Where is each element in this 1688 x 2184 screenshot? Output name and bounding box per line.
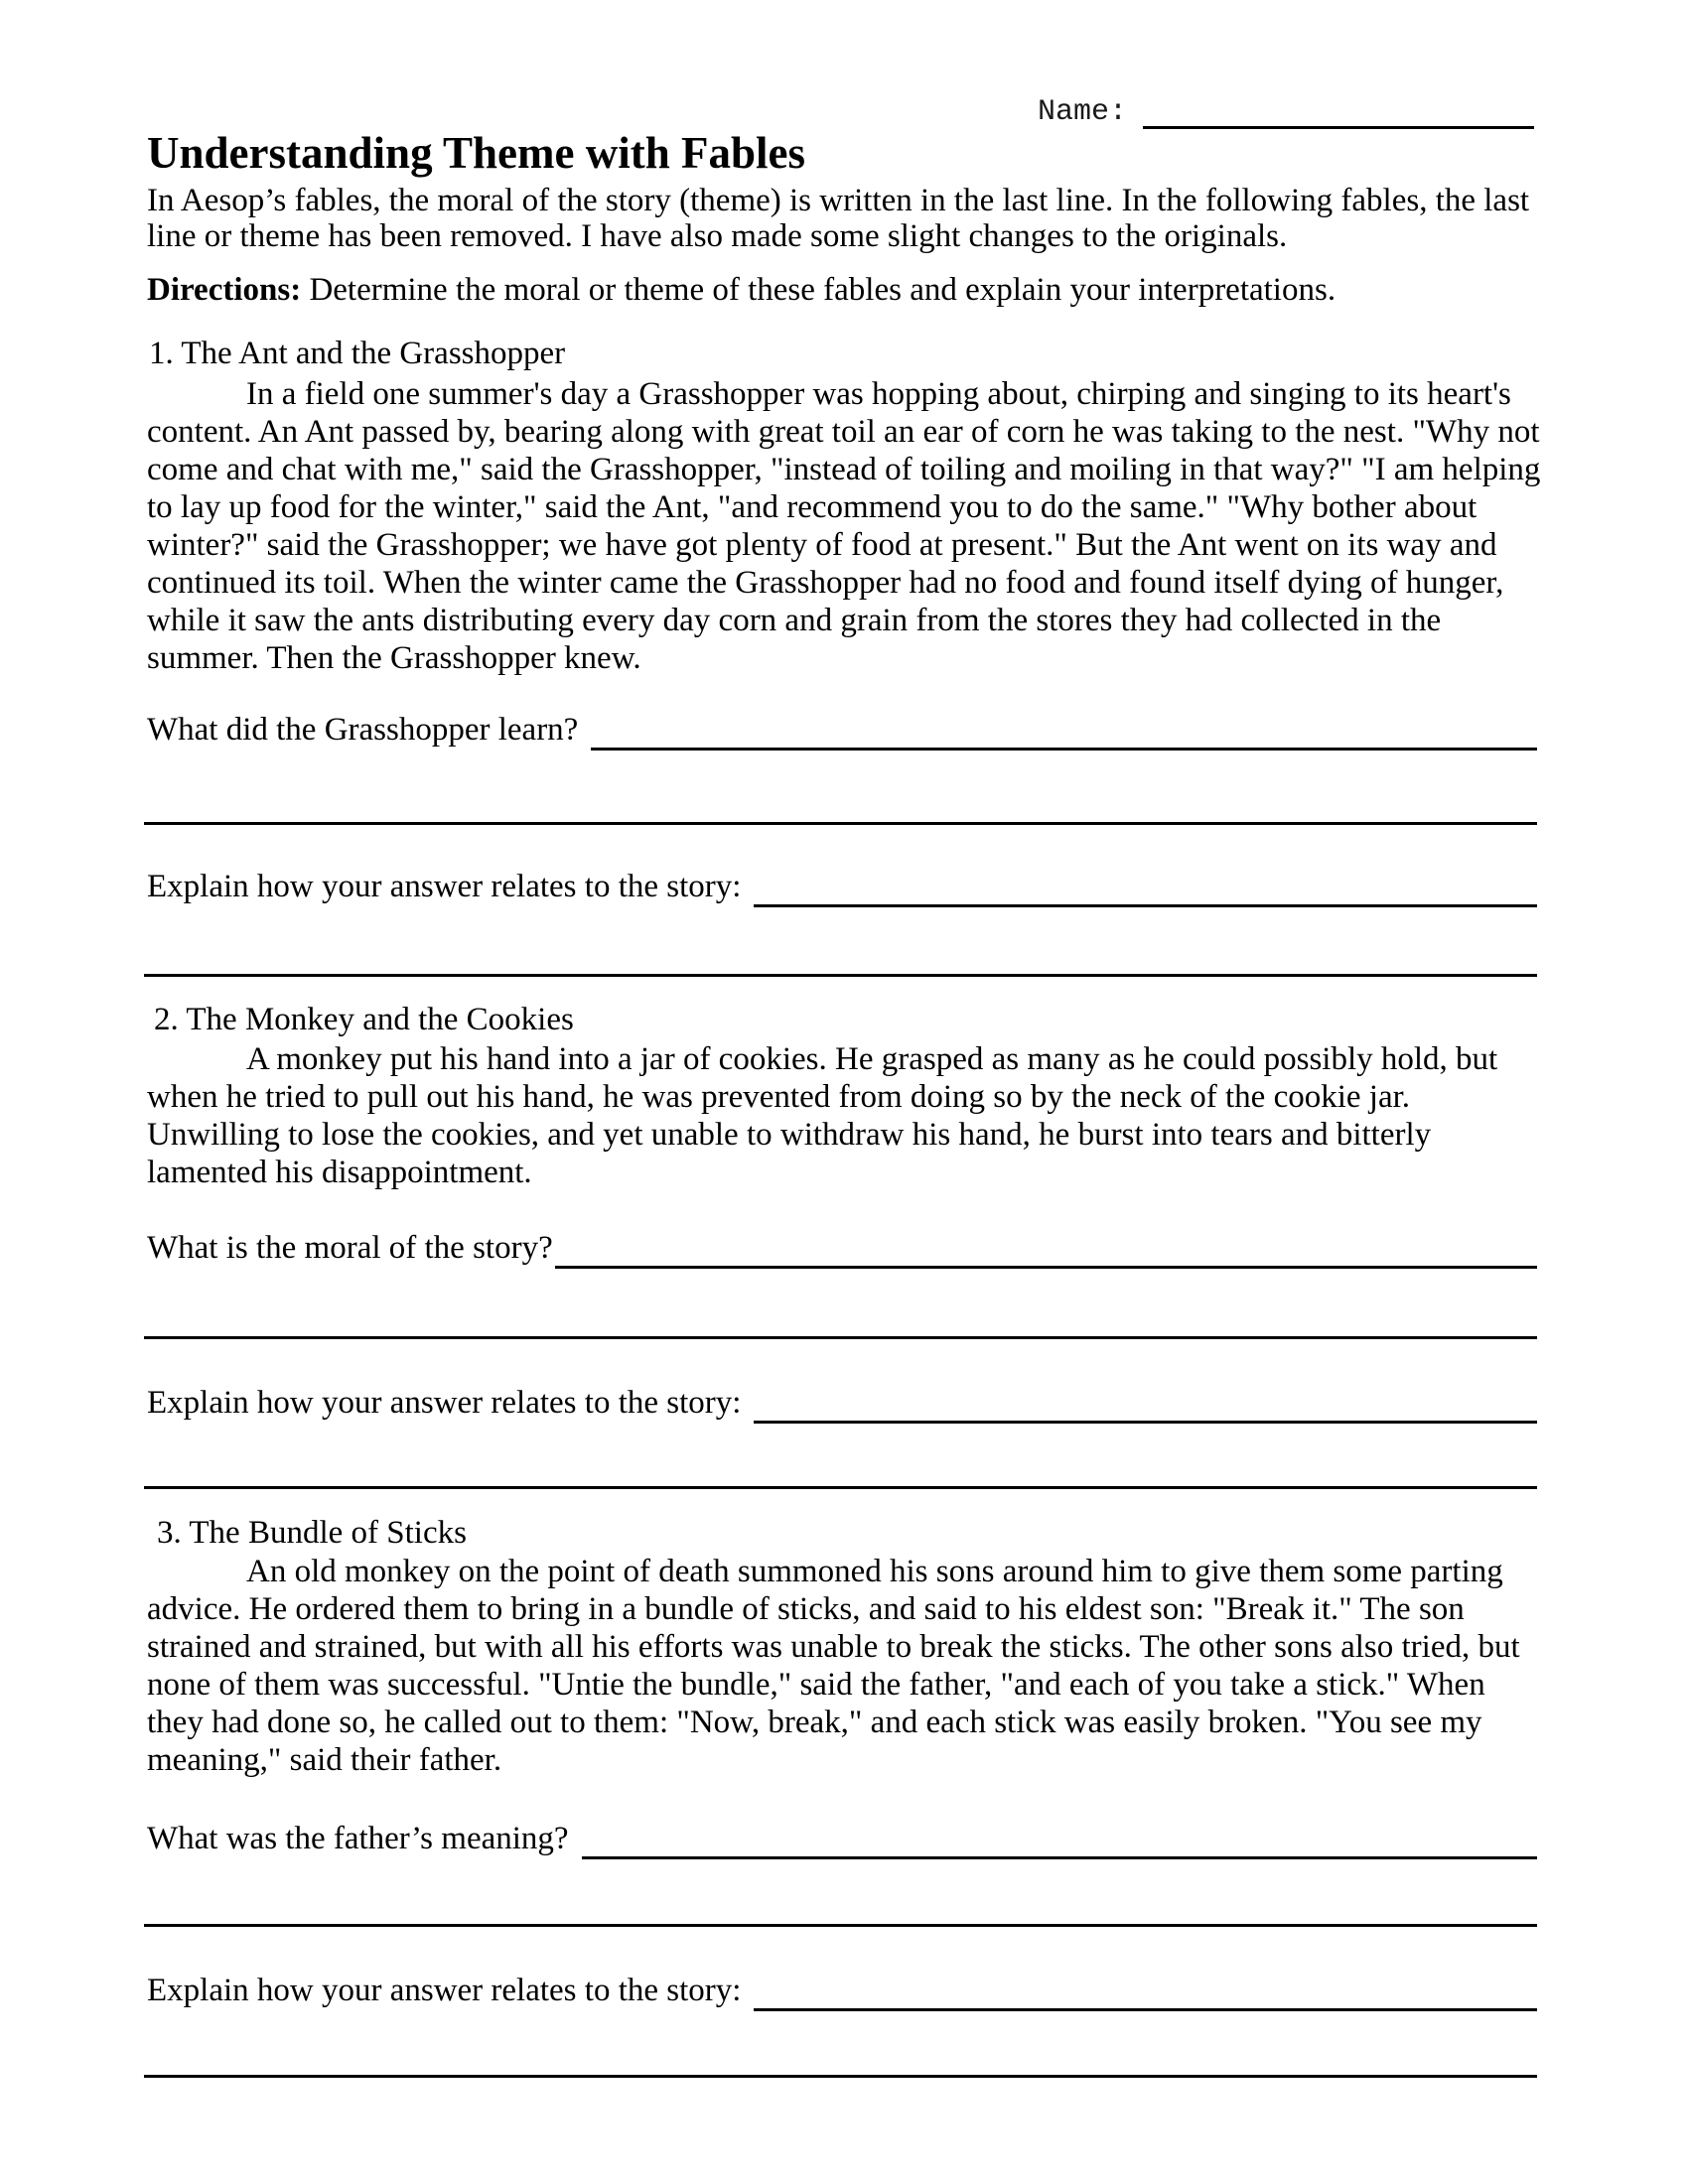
fable-1-question-answer-line[interactable] (591, 709, 1537, 751)
name-field-row (1038, 95, 1534, 129)
name-label: Name: (1038, 95, 1128, 129)
fable-2-explain-line-2[interactable] (144, 1486, 1537, 1489)
fable-3-explain-line-2[interactable] (144, 2075, 1537, 2078)
fable-3-question-answer-line[interactable] (582, 1818, 1537, 1859)
fable-2-question-answer-line[interactable] (555, 1227, 1537, 1269)
fable-1-explain-line-2[interactable] (144, 974, 1537, 977)
fable-3-explain-label: Explain how your answer relates to the story: (147, 1973, 742, 2008)
fable-3-explain-row (147, 1970, 1537, 2011)
fable-2-explain-label: Explain how your answer relates to the story: (147, 1385, 742, 1421)
fable-3-question-row (147, 1818, 1537, 1859)
fable-1-question-row (147, 709, 1537, 751)
fable-3-body: An old monkey on the point of death summoned his sons around him to give them some parting advice. He ordered them to bring in a bundle of sticks, and said to his eldest son: "Break it." The son strained and strained, but with all his efforts was unable to break the sticks. The other sons also tried, but none of them was successful. "Untie the bundle," said the father, "and each of you take a stick." When they had done so, he called out to them: "Now, break," and each stick was easily broken. "You see my meaning," said their father. (147, 1554, 1520, 1778)
directions-paragraph (147, 272, 1541, 308)
page-title: Understanding Theme with Fables (147, 128, 806, 178)
fable-1-explain-answer-line[interactable] (754, 866, 1537, 907)
fable-2-body: A monkey put his hand into a jar of cookies. He grasped as many as he could possibly hold, but when he tried to pull out his hand, he was prevented from doing so by the neck of the cookie jar. Unwilling to lose the cookies, and yet unable to withdraw his hand, he burst into tears and bitterly lamented his disappointment. (147, 1041, 1498, 1190)
fable-2-question-row (147, 1227, 1537, 1269)
directions-text: Determine the moral or theme of these fables and explain your interpretations. (301, 272, 1336, 308)
fable-1-explain-row (147, 866, 1537, 907)
fable-1-explain-label: Explain how your answer relates to the story: (147, 869, 742, 904)
fable-3-heading: 3. The Bundle of Sticks (157, 1515, 467, 1551)
fable-2-question-label: What is the moral of the story? (147, 1230, 553, 1266)
fable-3-question-label: What was the father’s meaning? (147, 1821, 569, 1856)
directions-label: Directions: (147, 272, 302, 308)
fable-1-question-label: What did the Grasshopper learn? (147, 712, 579, 748)
fable-1-heading: 1. The Ant and the Grasshopper (149, 336, 566, 371)
fable-2-answer-line-2[interactable] (144, 1336, 1537, 1339)
fable-3-answer-line-2[interactable] (144, 1924, 1537, 1927)
fable-3-explain-answer-line[interactable] (754, 1970, 1537, 2011)
fable-1-body: In a field one summer's day a Grasshopper was hopping about, chirping and singing to its heart's content. An Ant passed by, bearing along with great toil an ear of corn he was taking to the nest. "Why not come and chat with me," said the Grasshopper, "instead of toiling and moiling in that way?" "I am helping to lay up food for the winter," said the Ant, "and recommend you to do the same." "Why bother about winter?" said the Grasshopper; we have got plenty of food at present." But the Ant went on its way and continued its toil. When the winter came the Grasshopper had no food and found itself dying of hunger, while it saw the ants distributing every day corn and grain from the stores they had collected in the summer. Then the Grasshopper knew. (147, 376, 1541, 676)
fable-2-heading: 2. The Monkey and the Cookies (154, 1002, 574, 1037)
fable-1-answer-line-2[interactable] (144, 822, 1537, 825)
intro-paragraph: In Aesop’s fables, the moral of the story (theme) is written in the last line. In the following fables, the last line or theme has been removed. I have also made some slight changes to the originals. (147, 183, 1530, 254)
fable-2-explain-answer-line[interactable] (754, 1382, 1537, 1424)
name-answer-line[interactable] (1143, 95, 1534, 129)
fable-2-explain-row (147, 1382, 1537, 1424)
